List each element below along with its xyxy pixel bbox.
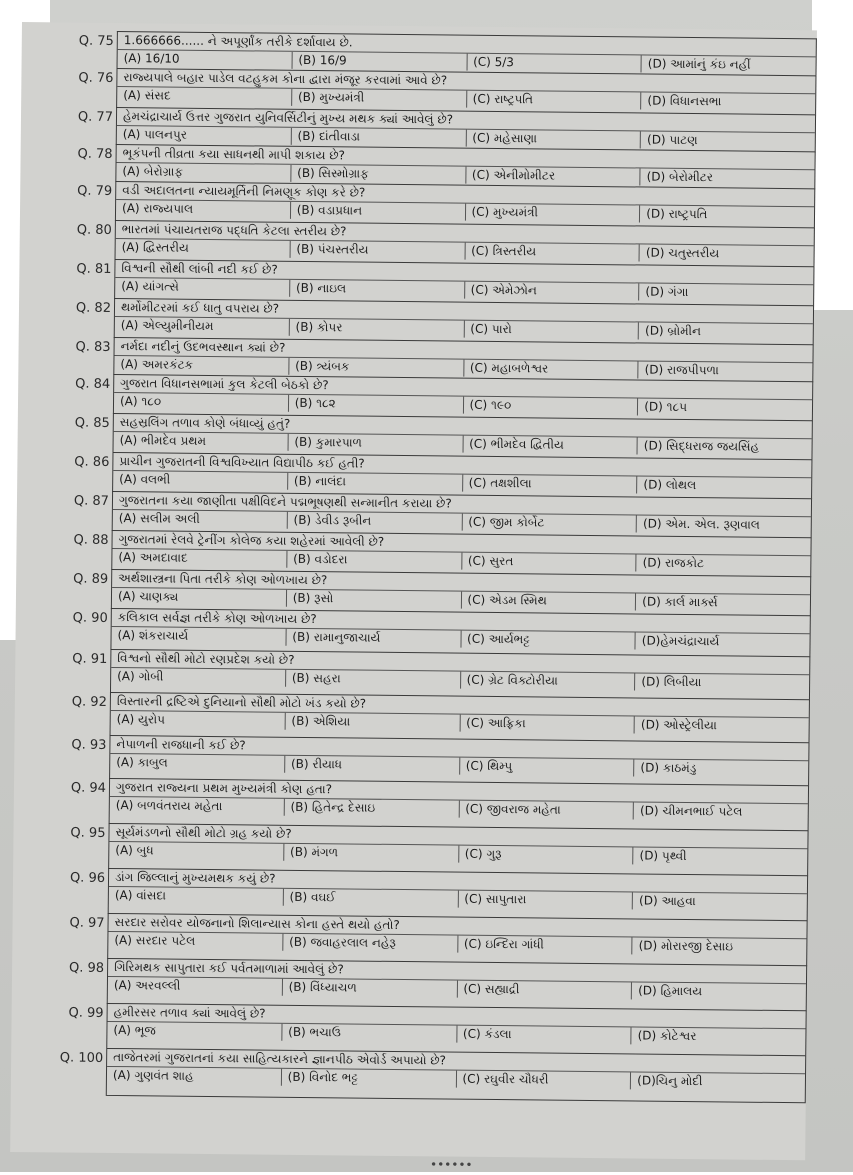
- question-text: રાજ્યપાલે બહાર પાડેલ વટહુકમ કોના દ્વારા મંજૂર કરવામાં આવે છે?: [117, 69, 815, 94]
- option-b: (B) વઘઈ: [283, 889, 458, 908]
- option-c: (C) તક્ષશીલા: [462, 475, 637, 494]
- option-d: (D) વિધાનસભા: [640, 92, 815, 111]
- option-d: (D)હેમચંદ્રાચાર્ય: [635, 632, 810, 651]
- option-b: (B) હિતેન્દ્ર દેસાઇ: [283, 799, 458, 818]
- option-c: (C) 5/3: [466, 54, 641, 73]
- option-b: (B) રીયાધ: [284, 756, 459, 775]
- option-d: (D) ચતુસ્તરીય: [639, 244, 814, 263]
- option-b: (B) રામાનુજાચાર્ય: [285, 629, 460, 648]
- option-d: (D) પાટણ: [640, 131, 815, 150]
- option-d: (D) કાઠમંડુ: [633, 759, 808, 778]
- question-number: Q. 97: [69, 915, 105, 931]
- question-text: હેમચંદ્રાચાર્ય ઉત્તર ગુજરાત યુનિવર્સિટીનું મુખ્ય મથક ક્યાં આવેલું છે?: [117, 108, 815, 133]
- option-c: (C) આર્યભટ્ટ: [460, 631, 635, 650]
- option-d: (D)ચિનુ મોદી: [630, 1072, 805, 1091]
- option-a: (A) અમરકંટક: [120, 357, 194, 372]
- option-c: (C) ગ્રેટ વિક્ટોરીયા: [460, 672, 635, 691]
- question-number: Q. 100: [59, 1050, 104, 1066]
- question-number: Q. 88: [73, 532, 109, 548]
- option-c: (C) જીમ કોર્બેટ: [461, 514, 636, 533]
- option-a: (A) સંસદ: [123, 88, 171, 103]
- option-b: (B) કોપર: [288, 319, 463, 338]
- question-text: સૂર્યમંડળનો સૌથી મોટો ગ્રહ કયો છે?: [109, 824, 807, 849]
- option-a: (A) યુરોપ: [116, 712, 165, 727]
- option-b: (B) કુમારપાળ: [287, 434, 462, 453]
- option-a: (A) યાંગત્સે: [121, 279, 179, 294]
- option-b: (B) ડેવીડ રૂબીન: [286, 512, 461, 531]
- question-number: Q. 90: [72, 610, 108, 626]
- question-number: Q. 95: [70, 825, 106, 841]
- question-number: Q. 94: [70, 780, 107, 796]
- option-a: (A) શંકરાચાર્ય: [117, 628, 189, 643]
- option-d: (D) ચીમનભાઈ પટેલ: [633, 802, 808, 821]
- question-text: નેપાળની રાજધાની કઈ છે?: [110, 736, 808, 761]
- question-text: પ્રાચીન ગુજરાતની વિશ્વવિખ્યાત વિદ્યાપીઠ કઈ હતી?: [113, 453, 811, 478]
- option-d: (D) રાજપીપળા: [638, 361, 813, 380]
- question-text: 1.666666...... ને અપૂર્ણાંક તરીકે દર્શાવાય છે.: [118, 32, 816, 57]
- option-b: (B) મુખ્યમંત્રી: [291, 89, 466, 108]
- option-c: (C) મુખ્યમંત્રી: [464, 204, 639, 223]
- option-c: (C) સુરત: [461, 553, 636, 572]
- option-a: (A) સરદાર પટેલ: [114, 933, 196, 948]
- question-number: Q. 92: [71, 694, 107, 710]
- option-a: (A) ગોબી: [117, 669, 164, 684]
- question-row: [70, 778, 809, 830]
- question-text: અર્થશાસ્ત્રના પિતા તરીકે કોણ ઓળખાય છે?: [112, 570, 810, 595]
- option-b: (B) સિસ્મોગ્રાફ: [290, 165, 465, 184]
- question-text: ડાંગ જિલ્લાનું મુખ્યમથક કયું છે?: [109, 869, 807, 894]
- option-c: (C) આફ્રિકા: [459, 715, 634, 734]
- option-b: (B) નાલંદા: [287, 473, 462, 492]
- question-text: કલિકાલ સર્વજ્ઞ તરીકે કોણ ઓળખાય છે?: [112, 609, 810, 634]
- question-number: Q. 79: [77, 183, 113, 199]
- option-b: (B) વડોદરા: [286, 551, 461, 570]
- question-text: થર્મોમીટરમાં કઈ ધાતુ વપરાય છે?: [115, 299, 813, 324]
- option-a: (A) 16/10: [123, 51, 180, 66]
- question-number: Q. 84: [75, 376, 111, 392]
- question-text: ગુજરાતમાં રેલવે ટ્રેનીંગ કોલેજ કયા શહેરમાં આવેલી છે?: [112, 531, 810, 556]
- question-number: Q. 89: [73, 571, 109, 587]
- question-number: Q. 91: [72, 651, 108, 667]
- question-text: ભૂકંપની તીવ્રતા કયા સાધનથી માપી શકાય છે?: [117, 145, 815, 170]
- option-a: (A) કાબુલ: [116, 755, 168, 770]
- question-number: Q. 87: [73, 493, 110, 509]
- question-row: [71, 692, 810, 742]
- option-a: (A) અમદાવાદ: [118, 550, 188, 565]
- option-c: (C) એનીમોમીટર: [465, 167, 640, 186]
- option-a: (A) ભીમદેવ પ્રથમ: [119, 433, 207, 448]
- question-text: ભારતમાં પંચાયતરાજ પદ્ધતિ કેટલા સ્તરીય છે?: [116, 221, 814, 246]
- question-number: Q. 80: [76, 222, 112, 238]
- option-d: (D) લોથલ: [636, 476, 811, 495]
- option-d: (D) લિબીયા: [634, 673, 809, 692]
- option-d: (D) હિમાલય: [631, 982, 806, 1001]
- question-number: Q. 81: [76, 261, 112, 277]
- option-d: (D) કાર્લ માર્ક્સ: [635, 593, 810, 612]
- option-d: (D) ઓસ્ટ્રેલીયા: [634, 716, 809, 735]
- question-row: [68, 1003, 806, 1055]
- option-b: (B) નાઇલ: [289, 280, 464, 299]
- question-text: સહસ્રલિંગ તળાવ કોણે બંધાવ્યું હતું?: [114, 414, 812, 439]
- option-b: (B) રૂસો: [286, 590, 461, 609]
- option-b: (B) વિનોદ ભટ્ટ: [281, 1069, 456, 1088]
- option-c: (C) એડમ સ્મિથ: [460, 592, 635, 611]
- question-text: સરદાર સરોવર યોજનાનો શિલાન્યાસ કોના હસ્તે થયો હતો?: [108, 914, 806, 939]
- question-row: [72, 649, 810, 699]
- question-text: ગિરિમથક સાપુતારા કઈ પર્વતમાળામાં આવેલું છે?: [108, 959, 806, 984]
- option-d: (D) ૧૮૫: [637, 398, 812, 417]
- option-a: (A) બળવંતરાય મહેતા: [115, 798, 223, 814]
- question-number: Q. 99: [68, 1005, 104, 1021]
- option-b: (B) 16/9: [291, 52, 466, 71]
- option-a: (A) સલીમ અલી: [118, 511, 200, 526]
- option-a: (A) વાંસદા: [114, 888, 167, 903]
- question-table: [59, 31, 817, 1103]
- page-dots: ••••••: [429, 1157, 473, 1172]
- option-c: (C) સાપુતારા: [457, 891, 632, 910]
- option-c: (C) મહાબળેશ્વર: [463, 360, 638, 379]
- option-c: (C) ઇન્દિરા ગાંધી: [457, 936, 632, 955]
- option-d: (D) આમાંનું કંઇ નહીં: [641, 55, 816, 74]
- option-a: (A) ૧૮૦: [119, 394, 162, 409]
- option-d: (D) કોટેશ્વર: [631, 1027, 806, 1046]
- option-b: (B) સહરા: [285, 670, 460, 689]
- option-c: (C) રાષ્ટ્રપતિ: [466, 91, 641, 110]
- option-a: (A) બેરોગ્રાફ: [122, 164, 184, 179]
- option-b: (B) ત્ર્યંબક: [288, 358, 463, 377]
- question-number: Q. 93: [71, 737, 107, 753]
- option-d: (D) બેરોમીટર: [640, 168, 815, 187]
- question-row: [68, 958, 807, 1010]
- question-number: Q. 86: [74, 454, 110, 470]
- question-number: Q. 76: [78, 70, 114, 86]
- option-a: (A) પાલનપુર: [122, 127, 188, 142]
- question-number: Q. 77: [77, 109, 114, 125]
- option-c: (C) પારો: [463, 321, 638, 340]
- option-a: (A) ભૂજ: [113, 1023, 156, 1038]
- question-number: Q. 75: [78, 33, 114, 49]
- option-b: (B) એશિયા: [284, 713, 459, 732]
- option-c: (C) મહેસાણા: [465, 130, 640, 149]
- option-d: (D) રાષ્ટ્રપતિ: [639, 205, 814, 224]
- option-c: (C) કંડલા: [456, 1026, 631, 1045]
- question-text: હમીરસર તળાવ ક્યાં આવેલું છે?: [108, 1004, 806, 1029]
- option-a: (A) વલભી: [119, 472, 171, 487]
- question-row: [70, 823, 808, 875]
- question-text: વિસ્તારની દ્રષ્ટિએ દુનિયાનો સૌથી મોટો ખંડ કયો છે?: [111, 693, 809, 718]
- question-text: વિશ્વનો સૌથી મોટો રણપ્રદેશ કયો છે?: [111, 650, 809, 675]
- question-number: Q. 83: [75, 339, 111, 355]
- question-text: વિશ્વની સૌથી લાંબી નદી કઈ છે?: [115, 260, 813, 285]
- option-d: (D) એમ. એલ. રૂણવાલ: [636, 515, 811, 534]
- option-a: (A) અરવલ્લી: [113, 978, 181, 993]
- question-number: Q. 98: [68, 960, 105, 976]
- question-row: [59, 1048, 806, 1103]
- option-b: (B) દાંતીવાડા: [290, 128, 465, 147]
- question-number: Q. 96: [69, 870, 106, 886]
- option-c: (C) ભીમદેવ દ્વિતીય: [462, 436, 637, 455]
- option-a: (A) ગુણવંત શાહ: [112, 1068, 194, 1083]
- question-row: [69, 868, 808, 920]
- option-b: (B) મંગળ: [283, 844, 458, 863]
- option-b: (B) વડાપ્રધાન: [290, 202, 465, 221]
- question-row: [69, 913, 807, 965]
- option-b: (B) ભચાઉ: [281, 1024, 456, 1043]
- option-c: (C) જીવરાજ મહેતા: [458, 801, 633, 820]
- option-d: (D) બ્રોમીન: [638, 322, 813, 341]
- background-corner-right: [812, 0, 853, 310]
- option-c: (C) સહ્યાદ્રી: [456, 981, 631, 1000]
- option-b: (B) વિંધ્યાચળ: [282, 979, 457, 998]
- option-c: (C) ૧૯૦: [462, 397, 637, 416]
- option-b: (B) ૧૮૨: [288, 395, 463, 414]
- question-paper: [10, 22, 817, 1172]
- option-b: (B) જવાહરલાલ નહેરૂ: [282, 934, 457, 953]
- option-a: (A) ચાણક્ય: [117, 589, 179, 604]
- question-row: [72, 608, 810, 656]
- question-row: [71, 735, 809, 785]
- option-c: (C) ત્રિસ્તરીય: [464, 243, 639, 262]
- question-text: ગુજરાત રાજ્યના પ્રથમ મુખ્યમંત્રી કોણ હતા?: [110, 779, 808, 804]
- question-text: ગુજરાત વિધાનસભામાં કુલ કેટલી બેઠકો છે?: [114, 375, 812, 400]
- question-text: નર્મદા નદીનું ઉદભવસ્થાન ક્યાં છે?: [115, 338, 813, 363]
- question-text: વડી અદાલતના ન્યાયમૂર્તિની નિમણૂક કોણ કરે છે?: [116, 182, 814, 207]
- question-number: Q. 78: [77, 146, 113, 162]
- option-a: (A) એલ્યુમીનીયમ: [120, 318, 214, 334]
- question-text: ગુજરાતના કયા જાણીતા પક્ષીવિદને પદ્મભૂષણથી સન્માનીત કરાયા છે?: [113, 492, 811, 517]
- option-d: (D) આહવા: [632, 892, 807, 911]
- option-a: (A) બુધ: [115, 843, 154, 858]
- option-c: (C) ગુરૂ: [458, 846, 633, 865]
- option-b: (B) પંચસ્તરીય: [289, 241, 464, 260]
- option-a: (A) રાજ્યપાલ: [121, 201, 194, 216]
- option-d: (D) રાજકોટ: [636, 554, 811, 573]
- option-d: (D) સિદ્ધરાજ જયસિંહ: [637, 437, 812, 456]
- option-d: (D) ગંગા: [638, 283, 813, 302]
- question-text: તાજેતરમાં ગુજરાતનાં કયા સાહિત્યકારને જ્ઞાનપીઠ એવોર્ડ અપાયો છે?: [107, 1049, 805, 1074]
- question-number: Q. 82: [75, 300, 112, 316]
- option-c: (C) થિમ્પુ: [459, 758, 634, 777]
- option-d: (D) મોરારજી દેસાઇ: [632, 937, 807, 956]
- option-c: (C) એમેઝોન: [464, 282, 639, 301]
- option-d: (D) પૃથ્વી: [632, 847, 807, 866]
- option-a: (A) દ્વિસ્તરીય: [121, 240, 189, 255]
- question-number: Q. 85: [74, 415, 110, 431]
- option-c: (C) રઘુવીર ચૌધરી: [455, 1071, 630, 1090]
